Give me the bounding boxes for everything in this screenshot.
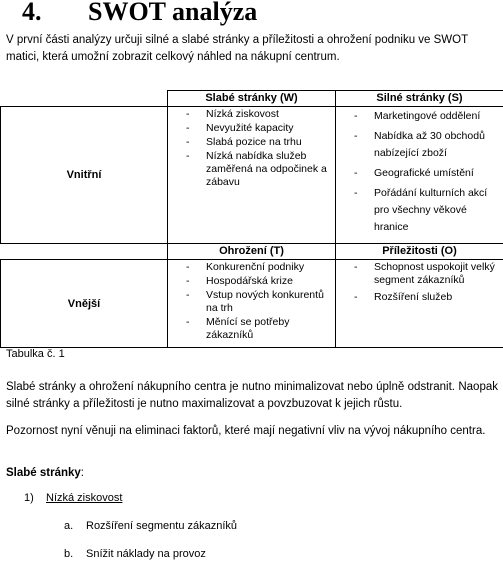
list-item: - Marketingové oddělení [336, 108, 503, 125]
list-item: - Vstup nových konkurentů na trh [168, 289, 335, 315]
list-item: - Schopnost uspokojit velký segment zákazníků [336, 261, 503, 287]
list-item: - Hospodářská krize [168, 275, 335, 288]
section-label-colon: : [80, 467, 84, 479]
list-item: - Nízká ziskovost [168, 108, 335, 121]
row-label-internal: Vnitřní [1, 107, 168, 244]
cell-threats [168, 260, 336, 348]
subitem-text: Snížit náklady na provoz [86, 548, 206, 560]
section-heading [22, 0, 257, 26]
swot-table [0, 90, 503, 348]
heading-title: SWOT analýza [88, 0, 258, 26]
numbered-item-1 [24, 492, 122, 504]
header-strengths: Silné stránky (S) [336, 91, 503, 107]
header-threats: Ohrožení (T) [168, 244, 336, 260]
list-item: - Geografické umístění [336, 165, 503, 182]
heading-number: 4. [22, 0, 42, 26]
header-weaknesses: Slabé stránky (W) [168, 91, 336, 107]
threats-list [168, 260, 335, 347]
weaknesses-list [168, 107, 335, 194]
subitem-letter: b. [64, 548, 74, 560]
subitem-a [64, 520, 237, 532]
row-label-external: Vnější [1, 260, 168, 348]
cell-weaknesses [168, 107, 336, 244]
table-caption: Tabulka č. 1 [6, 348, 65, 360]
list-item: - Slabá pozice na trhu [168, 136, 335, 149]
opportunities-list [336, 260, 503, 309]
intro-paragraph: V první části analýzy určuji silné a slabé stránky a příležitosti a ohrožení podniku ve SWOT matici, která umožní zobrazit celkový náhled na nákupní centrum. [6, 34, 468, 63]
list-item: - Konkurenční podniky [168, 261, 335, 274]
paragraph-minimize: Slabé stránky a ohrožení nákupního centra je nutno minimalizovat nebo úplně odstranit. Naopak silné stránky a příležitosti je nutno maximalizovat a povzbuzovat k jejich růstu. [6, 381, 498, 410]
item-number: 1) [24, 492, 34, 504]
section-label-weaknesses [6, 465, 498, 482]
cell-opportunities [336, 260, 503, 348]
subitem-letter: a. [64, 520, 74, 532]
subitem-b [64, 548, 206, 560]
subitem-text: Rozšíření segmentu zákazníků [86, 520, 238, 532]
cell-strengths [336, 107, 503, 244]
table-spacer [1, 244, 168, 260]
list-item: - Nabídka až 30 obchodů nabízející zboží [336, 128, 503, 162]
list-item: - Nevyužité kapacity [168, 122, 335, 135]
header-opportunities: Příležitosti (O) [336, 244, 503, 260]
section-label-text: Slabé stránky [6, 467, 81, 479]
item-text: Nízká ziskovost [46, 492, 123, 504]
list-item: - Měnící se potřeby zákazníků [168, 316, 335, 342]
list-item: - Pořádání kulturních akcí pro všechny věkové hranice [336, 185, 503, 236]
strengths-list [336, 107, 503, 243]
table-corner [1, 91, 168, 107]
list-item: - Nízká nabídka služeb zaměřená na odpočinek a zábavu [168, 150, 335, 189]
list-item: - Rozšíření služeb [336, 291, 503, 304]
paragraph-focus: Pozornost nyní věnuji na eliminaci faktorů, které mají negativní vliv na vývoj nákupního centra. [6, 425, 486, 437]
